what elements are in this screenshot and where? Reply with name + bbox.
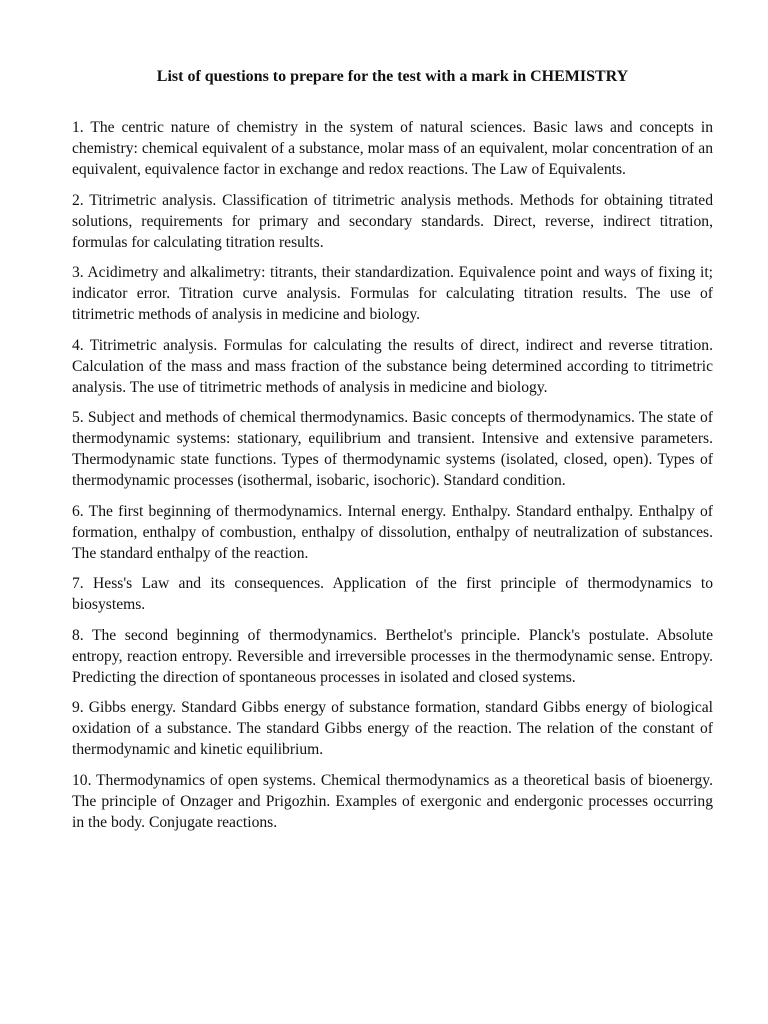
- question-1: 1. The centric nature of chemistry in the system of natural sciences. Basic laws and concepts in chemistry: chemical equivalent of a substance, molar mass of an equivalent, molar concentration of an equivalent, equivalence factor in exchange and redox reactions. The Law of Equivalents.: [72, 119, 713, 178]
- question-6: 6. The first beginning of thermodynamics. Internal energy. Enthalpy. Standard enthalpy. Enthalpy of formation, enthalpy of combustion, enthalpy of dissolution, enthalpy of neutralization of substances. The standard enthalpy of the reaction.: [72, 502, 713, 562]
- question-2: 2. Titrimetric analysis. Classification of titrimetric analysis methods. Methods for obtaining titrated solutions, requirements for primary and secondary standards. Direct, reverse, indirect titration, formulas for calculating titration results.: [72, 191, 713, 251]
- question-list: [72, 117, 713, 833]
- question-3: 3. Acidimetry and alkalimetry: titrants, their standardization. Equivalence point and ways of fixing it; indicator error. Titration curve analysis. Formulas for calculating titration results. The use of titrimetric methods of analysis in medicine and biology.: [72, 264, 713, 323]
- question-9: 9. Gibbs energy. Standard Gibbs energy of substance formation, standard Gibbs energy of biological oxidation of a substance. The standard Gibbs energy of the reaction. The relation of the constant of thermodynamic and kinetic equilibrium.: [72, 699, 713, 758]
- document-title: List of questions to prepare for the test with a mark in CHEMISTRY: [156, 68, 629, 85]
- question-8: 8. The second beginning of thermodynamics. Berthelot's principle. Planck's postulate. Absolute entropy, reaction entropy. Reversible and irreversible processes in the thermodynamic sense. Entropy. Predicting the direction of spontaneous processes in isolated and closed systems.: [72, 626, 713, 686]
- question-10: 10. Thermodynamics of open systems. Chemical thermodynamics as a theoretical basis of bioenergy. The principle of Onzager and Prigozhin. Examples of exergonic and endergonic processes occurring in the body. Conjugate reactions.: [72, 771, 713, 831]
- question-7: 7. Hess's Law and its consequences. Application of the first principle of thermodynamics to biosystems.: [72, 575, 713, 613]
- question-5: 5. Subject and methods of chemical thermodynamics. Basic concepts of thermodynamics. The state of thermodynamic systems: stationary, equilibrium and transient. Intensive and extensive parameters. Thermodynamic state functions. Types of thermodynamic systems (isolated, closed, open). Types of thermodynamic processes (isothermal, isobaric, isochoric). Standard condition.: [72, 409, 713, 489]
- question-4: 4. Titrimetric analysis. Formulas for calculating the results of direct, indirect and reverse titration. Calculation of the mass and mass fraction of the substance being determined according to titrimetric analysis. The use of titrimetric methods of analysis in medicine and biology.: [72, 336, 713, 396]
